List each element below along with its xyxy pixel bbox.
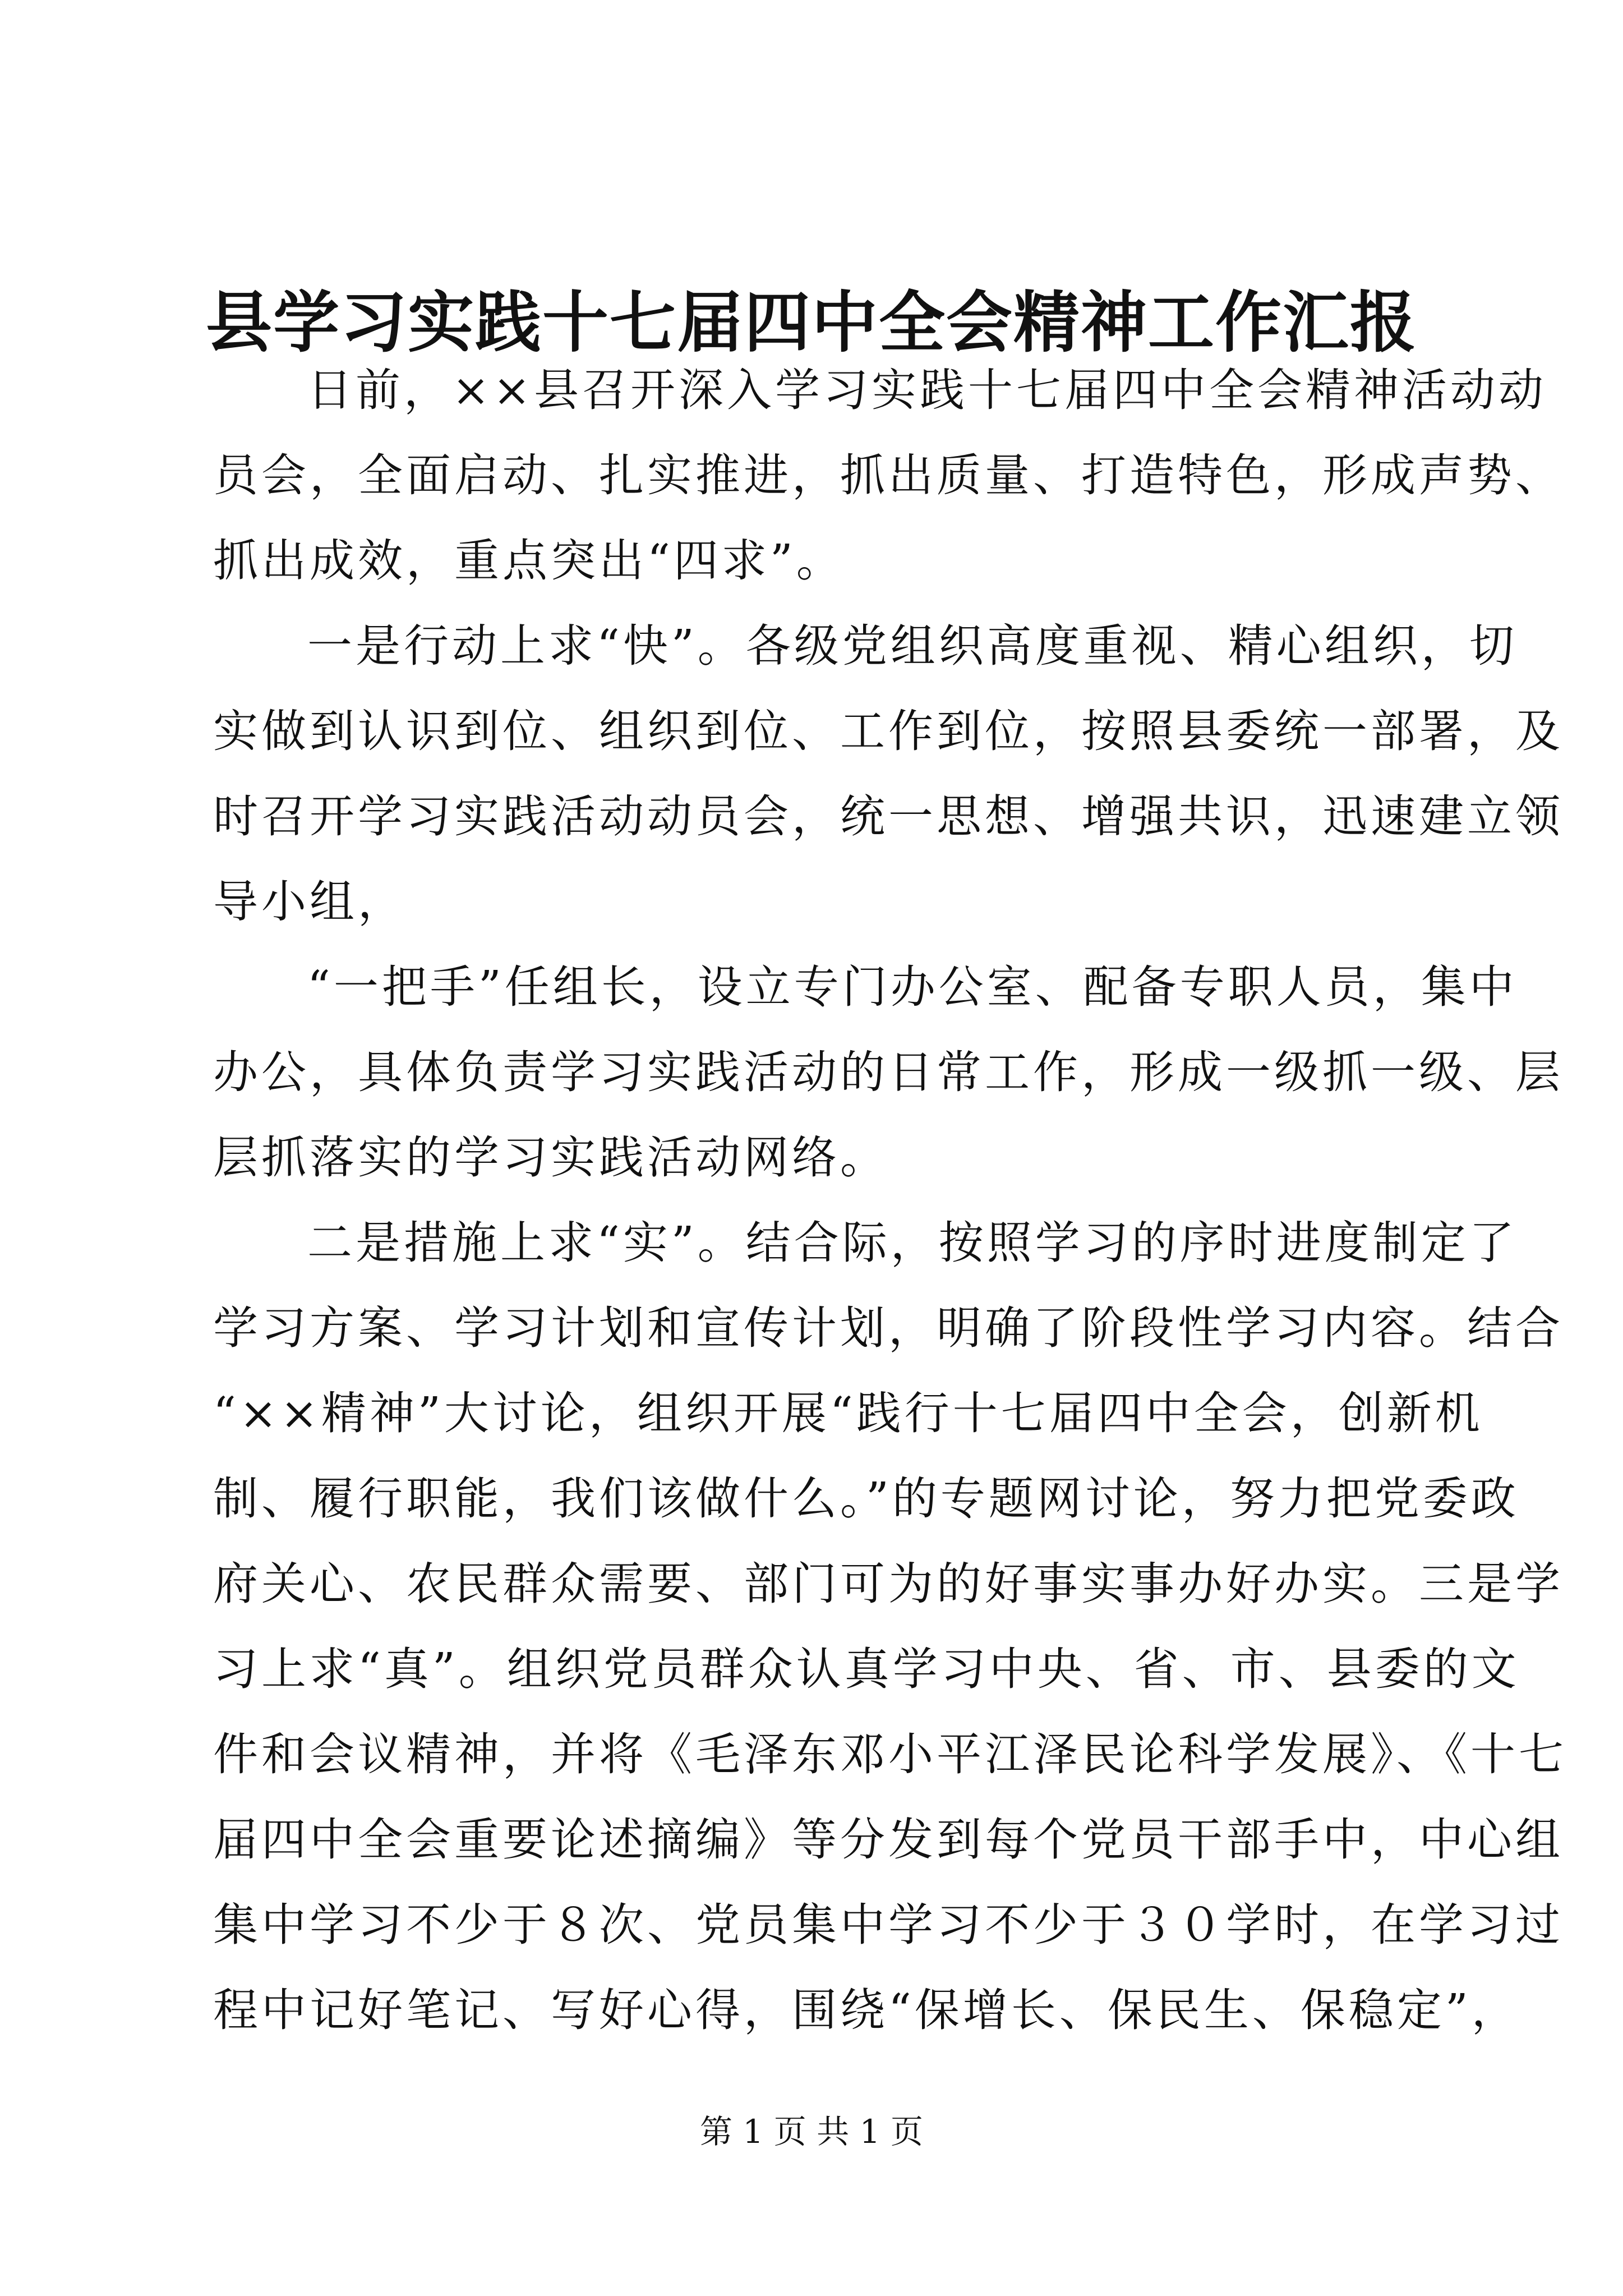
document-body <box>213 348 1567 2053</box>
text-line: 件和会议精神，并将《毛泽东邓小平江泽民论科学发展》、《十七 <box>213 1728 1567 1780</box>
text-line: 抓出成效，重点突出“四求”。 <box>213 535 845 587</box>
text-line: 一是行动上求“快”。各级党组织高度重视、精心组织，切 <box>307 620 1518 672</box>
text-line: 日前，××县召开深入学习实践十七届四中全会精神活动动 <box>307 364 1547 416</box>
text-line: “××精神”大讨论，组织开展“践行十七届四中全会，创新机 <box>213 1387 1483 1439</box>
text-line: 员会，全面启动、扎实推进，抓出质量、打造特色，形成声势、 <box>213 449 1564 501</box>
text-line: 办公，具体负责学习实践活动的日常工作，形成一级抓一级、层 <box>213 1046 1564 1098</box>
text-line: 学习方案、学习计划和宣传计划，明确了阶段性学习内容。结合 <box>213 1302 1564 1354</box>
text-line: 届四中全会重要论述摘编》等分发到每个党员干部手中，中心组 <box>213 1814 1564 1866</box>
text-line: 层抓落实的学习实践活动网络。 <box>213 1131 888 1184</box>
page-number-footer: 第 1 页 共 1 页 <box>700 2113 923 2151</box>
text-line: 时召开学习实践活动动员会，统一思想、增强共识，迅速建立领 <box>213 790 1564 843</box>
text-line: “一把手”任组长，设立专门办公室、配备专职人员，集中 <box>307 961 1518 1013</box>
text-line: 府关心、农民群众需要、部门可为的好事实事办好办实。三是学 <box>213 1558 1564 1610</box>
text-line: 实做到认识到位、组织到位、工作到位，按照县委统一部署，及 <box>213 705 1564 757</box>
document-title: 县学习实践十七届四中全会精神工作汇报 <box>205 283 1417 361</box>
text-line: 制、履行职能，我们该做什么。”的专题网讨论，努力把党委政 <box>213 1473 1519 1525</box>
text-line: 集中学习不少于８次、党员集中学习不少于３０学时，在学习过 <box>213 1899 1564 1951</box>
text-line: 程中记好笔记、写好心得，围绕“保增长、保民生、保稳定”， <box>213 1984 1520 2036</box>
text-line: 导小组， <box>213 876 406 928</box>
text-line: 习上求“真”。组织党员群众认真学习中央、省、市、县委的文 <box>213 1643 1520 1695</box>
text-line: 二是措施上求“实”。结合际，按照学习的序时进度制定了 <box>307 1217 1518 1269</box>
